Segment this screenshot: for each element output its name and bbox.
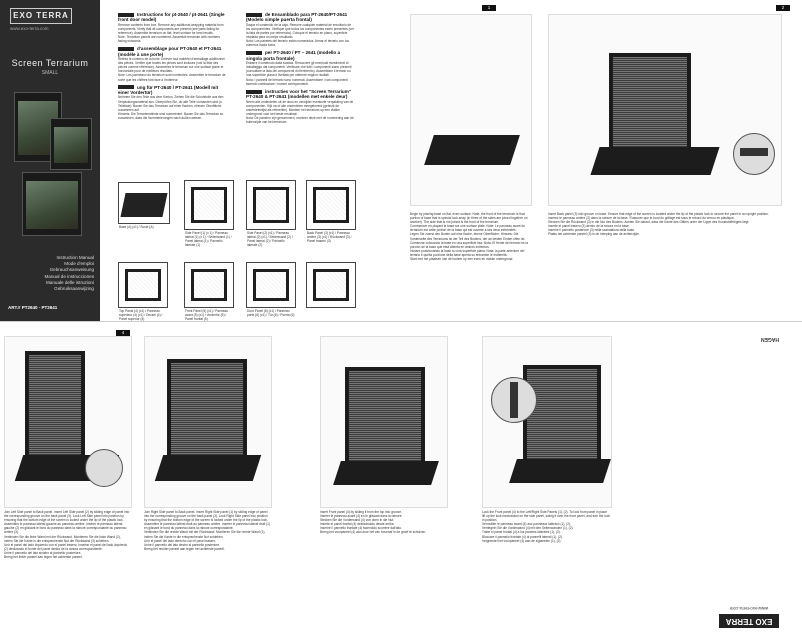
back-hagen-logo: HAGEN [760,336,780,342]
heading-fr: d'assemblage pour PT-2640 et PT-2641 (modèle à une porte) [118,46,222,57]
heading-en: Instructions for pt-2640 / pt-2641 (Single front door model) [118,12,225,23]
step1-it: Iniziare posizionando la base su una superficie piana. Nota: la parte anteriore del terrario è quella porzione della base aperta su entrambe le estremità. [410,248,525,257]
step5-text [320,510,446,638]
step4-de: Verbinden Sie die rechte Wand mit der Rückwand. Montieren Sie die rechte Wand (1), indem Sie die Kante in die entsprechende Nut schieben. [144,530,266,539]
step2-text [548,212,780,317]
manual-en: Instruction Manual [56,255,94,260]
heading-es: de Ensamblado para PT-2640/PT-2641 (Modelo simple puerta frontal) [246,12,348,23]
flag-it-icon [246,51,262,55]
step6-es: Trabe el panel frontal (4) a los paneles laterales (1), (2). [482,530,561,535]
step1-en: Begin by placing base on flat, even surface. Note: the front of the terrarium is that portion of base that is special lock-snap (in three of the sides are joined together on another). The side that is not joined is the front of the terrarium. [410,212,528,225]
part-back-figure [306,180,356,244]
text-nl: Neem alle onderdelen uit de doos en verwijder eventuele verpakking van de componenten. Kijk na of alle onderdelen meegeleverd (gebruik de onderdelenlijst als referentie). Monteer het terrarium op een vlakke ondergrond voor het beste resultaat. [246,99,354,116]
step3-de: Verbinden Sie die linke Wand mit der Rückwand. Montieren Sie die linke Wand (2), indem Sie die Kante in die entsprechende Nut der Rückwand (3) schieben. [4,534,121,543]
product-size: SMALL [41,70,59,76]
flag-fr-icon [118,47,134,51]
flag-es-icon [246,13,262,17]
part-top-caption: Top Panel (4) (x1) / Panneau supérieur (4) (x1) / Deckel (4) / Panel superior (4) [119,309,163,322]
brand-logo: EXO TERRA [10,8,72,24]
step2-de: Stecken Sie die Rückwand (3) in die Nut des Bodens. Achten Sie darauf, dass die Kante des Gitters unter der Lippe des Kunststoffriegels liegt. [548,220,750,225]
flag-nl-icon [246,90,262,94]
step1-photo [410,14,532,206]
manual-fr: Mode d'emploi [64,261,94,267]
part-top-figure [118,262,168,322]
step2-fr: Insérez le panneau arrière (3) dans la rainure de la base. S'assurer que le bord du grillage est sous le rebord du verrou en plastique. [548,216,735,221]
text-it: Estrarre il contenuto dalla scatola. Rimuovere gli eventuali rivestimenti di imballaggio dai componenti. Verificare che tutti i componenti siano presenti (consultare la lista dei componenti di riferimento). Assemblare il terrario su una superficie piana e livellata per ottenere migliori risultati. [246,61,352,78]
step1-nl: Start met het plaatsen van de bodem op een even en vlakke ondergrond. [410,257,514,262]
step3-es: Unir el panel del lado izquierdo con el panel trasero. Insertar el panel del lado izquierdo (2) deslizando el borde del panel dentro de la ranura correspondiente. [4,542,128,551]
step2-it: Inserire il pannello posteriore (3) nella scanalatura della base. [548,228,635,233]
heading-it: per PT-2640 / PT – 2641 (modello a singola porta frontale) [246,50,341,61]
terrarium-image-small [22,172,82,236]
step4-it: Unire il pannello del lato destro al pannello posteriore. [144,542,221,547]
article-numbers: ART.# PT2640 · PT2641 [8,305,58,310]
terrarium-image-mid [50,118,92,170]
part-side1-caption: Side Panel (1) (x 1) / Panneau latéral (1) (x 1) / Seitenwand (1) / Panel lateral (1) / Pannello laterale (1) [185,231,232,248]
part-base-figure [118,182,170,229]
website-url: www.exo-terra.com [10,26,49,31]
step6-detail-circle [491,377,537,423]
page-number-4: 4 [116,330,130,336]
part-side2-figure [246,180,296,248]
step4-en: Join Right Side panel to Back panel. Insert Right Side panel (1) by sliding edge of panel into the corresponding groove on the back panel (3). Lock Right Side panel into position by ensuring that the bottom edge of the screen is locked under the lip of the plastic lock. [144,510,268,523]
step6-it: Bloccare il pannello frontale (4) ai pannelli laterali (1), (2). [482,534,563,539]
step3-fr: Assembler le panneau latéral gauche au panneau arrière. Insérer le panneau latéral gauche (2) en glissant le bord du panneau dans la rainure correspondante du panneau arrière (3). [4,522,127,535]
manual-de: Gebrauchsanweisung [49,267,94,273]
text-fr: Retirez le contenu de la boîte. Enlever tout matériel d'emballage additionnel des pièces. Vérifier que toutes les pièces sont incluses (voir la liste des pièces comme référence). Assemblez le terrarium sur une surface plane et horizontale pour de meilleurs résultats. [118,57,225,74]
product-title: Screen Terrarium [11,58,89,68]
step4-es: Unir el panel del lado derecho con el panel trasero. [144,538,217,543]
manual-es: Manual de instrucciones [44,273,94,279]
note-fr: Note: Les panneaux du terrarium sont numérotés. Assembler le terrarium de sorte que les chiffres font face à l'extérieur. [118,73,226,82]
part-door-caption: Door Panel (6) (x1) / Panneau porte (6) (x1) / Tür (6) / Puerta (6) [247,309,295,318]
part-base-caption: Base (A) (x1) / Socle (A) [119,225,154,229]
step1-text [410,212,532,317]
step1-fr: Commencer en plaçant le base sur une surface plate. Note: Le panneau avant du terrarium est cette portion de la base qui est ouverte à ses deux extrémités. [410,224,526,233]
manual-languages [30,255,94,292]
part-door-figure [246,262,296,318]
part-door2-figure [306,262,356,308]
step6-text [482,510,610,638]
heading-nl: instructies voor het "Screen Terrarium" PT-2640 & PT-2641 (modellen met enkele deur) [246,88,351,100]
step3-detail-circle [85,449,123,487]
step5-it: Inserire il pannello frontale (4) facendolo scorrere dall'alto. [320,526,402,531]
step6-photo [482,336,612,508]
step4-fr: Assembler le panneau latéral droit au panneau arrière. Insérer le panneau latéral droit (1) en glissant le bord du panneau dans la rainure correspondante. [144,522,270,531]
manual-it: Manuale delle istruzioni [45,279,94,285]
step3-text [4,510,130,638]
flag-de-icon [118,85,134,89]
step6-en: Lock the Front panel (4) to the Left/Right Side Panels (1), (2). To lock front panel in place lift up the lock mechanism on the side panel, swing it over the front panel, and turn the lock in position. [482,510,610,523]
step2-photo [548,14,782,206]
manual-nl: Gebruiksaanwijzing [54,286,94,292]
step5-es: Inserte el panel frontal (4) deslizándolo desde arriba. [320,522,395,527]
part-front-caption: Front Panel (5) (x1) / Panneau avant (5) (x1) / Vordertür (5) / Panel frontal (5) [185,309,229,322]
step2-detail-circle [733,133,775,175]
heading-de: ung für PT-2640 / PT-2641 (Modell mit einer Vordertür) [118,84,219,96]
note-es: Nota: Los paneles del terrario están numerados. Armar el terrario con los números hacia fuera. [246,39,349,48]
step6-fr: Verrouiller le panneau avant (4) aux panneaux latéraux (1), (2). [482,522,571,527]
text-es: Saque el contenido de la caja. Remove cualquier material de envoltorio de los componentes. Verifique que todos los componentes estén presentes (ver la lista de partes por referencia). Coloque el terrario en plano, superficie nivelada para un mejor resultado. [246,22,355,40]
step3-it: Unire il pannello del lato sinistro al pannello posteriore. [4,550,82,555]
back-brand-logo: EXO TERRA [719,614,779,628]
step6-nl: Vergrendel het voorpaneel (4) aan de zijpanelen (1), (2). [482,538,562,543]
cover-panel [0,0,100,321]
instructions-col-1 [118,12,226,172]
back-website-url: www.exo-terra.com [729,606,769,611]
text-en: Remove contents from box. Remove any additional wrapping material from components. Verify that all components are present (see parts listing for reference). Assemble terrarium on flat, level surface for best results. [118,22,224,35]
instructions-col-2 [246,12,356,172]
back-logo-block [704,588,794,628]
step2-en: Insert Back panel (3) into groove on base. Ensure that edge of the screen is located under the lip of the plastic lock to secure the panel in an upright position. [548,212,769,216]
note-de: Hinweis: Die Terrarienwände sind nummeriert. Bauen Sie das Terrarium so zusammen, dass die Nummerierungen nach außen weisen. [118,111,224,120]
step4-nl: Breng het rechter paneel aan tegen het achterste paneel. [144,546,225,551]
step4-text [144,510,270,638]
flag-en-icon [118,13,134,17]
page-number-1: 1 [482,5,496,11]
part-side1-figure [184,180,234,248]
back-cover-panel [700,330,798,638]
part-front-figure [184,262,234,322]
step5-photo [320,336,448,508]
note-en: Note: Terrarium panels are numbered. Assemble terrarium with numbers facing outwards. [118,35,220,44]
step3-nl: Breng het linker paneel aan tegen het achterste paneel. [4,555,83,560]
page-number-2: 2 [776,5,790,11]
step3-en: Join Left Side panel to Back panel. Insert Left Side panel (2) by sliding edge of panel into the corresponding groove on the back panel (3). Lock Left Side panel into position by ensuring that the bottom edge of the screen is locked under the lip of the plastic lock. [4,510,130,523]
note-nl: Nota: De panelen zijn genummerd, monteer deze met de nummering aan de buitenzijde van het terrarium. [246,115,354,125]
step5-de: Stecken Sie die Vorderwand (4) von oben in die Nut. [320,518,395,523]
step5-nl: Breng het voorpaneel (4) aan door het van bovenaf in de groef te schuiven. [320,530,427,535]
step2-nl: Plaats het achterste paneel (3) in de inkeping aan de achterzijde. [548,232,640,237]
step5-fr: Insérer le panneau avant (4) en le glissant dans la rainure. [320,514,403,519]
text-de: Nehmen Sie den Teile aus dem Karton. Ziehen Sie die Schutzfolie aus den Verpackungsmaterial aus. Überprüfen Sie, ob alle Teile vorhanden sind (s. Teileliste). Bauen Sie das Terrarium auf einer flachen, ebenen Oberfläche zusammen auf. [118,95,224,112]
note-it: Nota: I pannelli del terrario sono numerati. Assemblare i vari componenti facendo combaciare i numeri corrispondenti. [246,77,348,86]
step1-de: Legen Sie zuerst den Boden auf eine flache, ebene Oberfläche. Hinweis: Die Vorderseite des Terrariums ist der Teil des Bodens, der an beiden Enden offen ist. [410,232,526,241]
step2-es: Inserte el panel trasero (3) dentro de la ranura en la base. [548,224,630,229]
step3-photo [4,336,132,508]
step4-photo [144,336,272,508]
part-back-caption: Back Panel (3) (x1) / Panneau arrière (3) (x1) / Rückwand (3) / Panel trasero (3) [307,231,352,244]
fold-line [0,321,802,322]
step1-es: Comenzar colocando la base en una superficie lisa. Nota: El frente del terrario es la porción de la base que está abierta en ambos extremos. [410,240,529,249]
step5-en: Insert Front panel (4) by sliding it from the top into groove. [320,510,402,514]
part-side2-caption: Side Panel (2) (x1) / Panneau latéral (2) (x1) / Seitenwand (2) / Panel lateral (2) / Pannello laterale (2) [247,231,293,248]
step6-de: Verriegeln Sie die Vorderwand (4) mit den Seitenwänden (1), (2). [482,526,574,531]
